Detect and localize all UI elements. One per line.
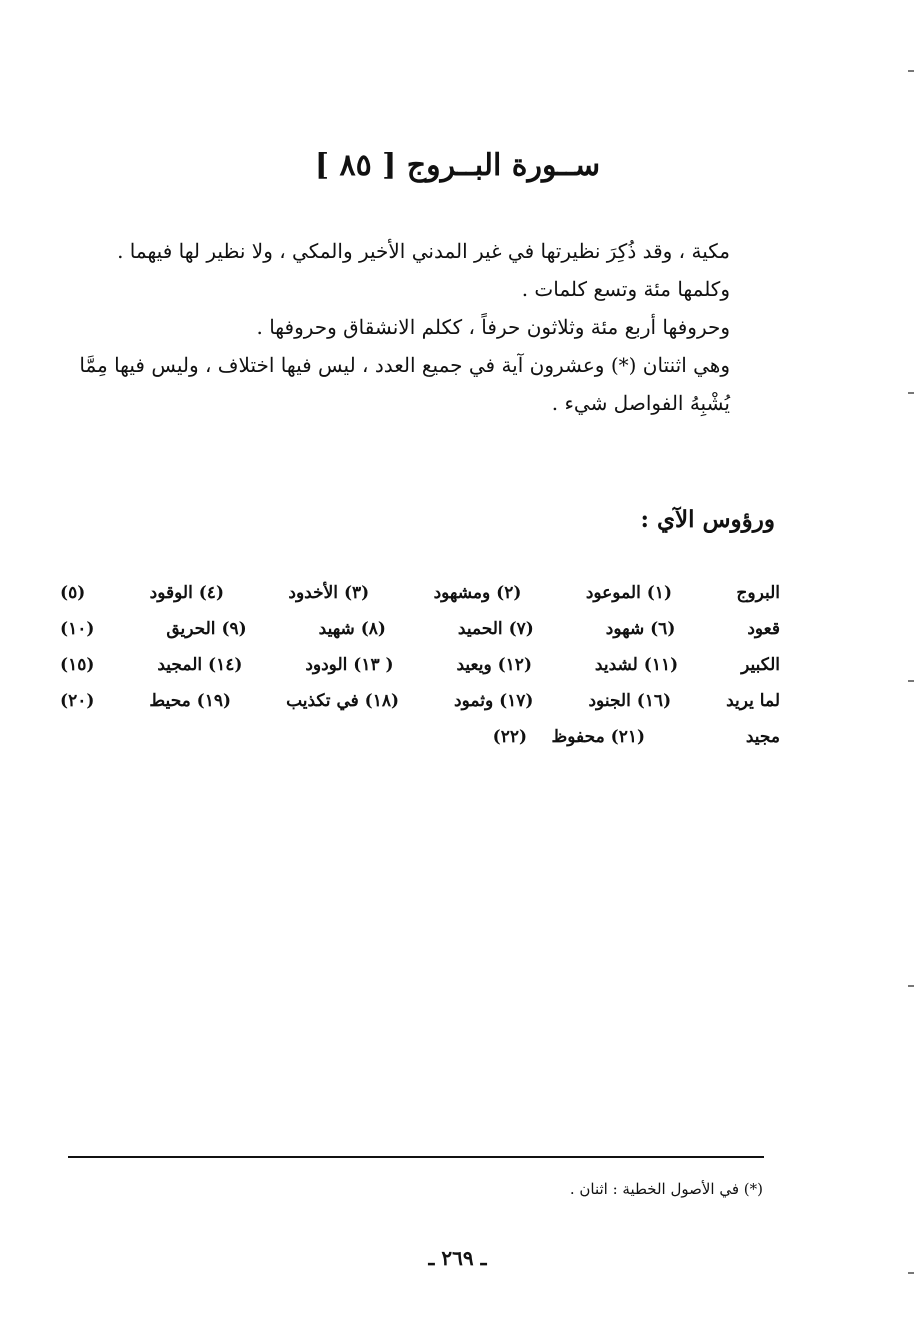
verse-ending-cell: (١٤) المجيد — [157, 655, 243, 675]
margin-mark — [908, 680, 914, 682]
verse-ending-cell: (٢٢) — [492, 727, 527, 747]
verse-ending-cell: (٢١) محفوظ — [551, 727, 645, 747]
verse-endings-heading: ورؤوس الآي : — [640, 506, 775, 533]
footnote-divider — [68, 1156, 764, 1158]
verse-endings-row — [60, 683, 780, 719]
verse-ending-cell: (٦) شهود — [605, 619, 676, 639]
verse-ending-cell: (٢٠) — [60, 691, 95, 711]
verse-ending-cell: مجيد — [745, 727, 780, 747]
verse-ending-cell: قعود — [747, 619, 780, 639]
verse-endings-row — [60, 611, 780, 647]
verse-ending-cell: (١٦) الجنود — [588, 691, 672, 711]
margin-mark — [908, 985, 914, 987]
verse-endings-grid — [60, 575, 780, 755]
verse-ending-cell: (٧) الحميد — [457, 619, 534, 639]
verse-ending-cell: (٤) الوقود — [149, 583, 224, 603]
verse-endings-row — [60, 575, 780, 611]
intro-line: وهي اثنتان (*) وعشرون آية في جميع العدد ، ليس فيها اختلاف ، وليس فيها مِمَّا — [79, 353, 730, 377]
verse-ending-cell: (١٨) في تكذيب — [286, 691, 400, 711]
verse-ending-cell: (٥) — [60, 583, 86, 603]
margin-mark — [908, 392, 914, 394]
verse-ending-cell: (١١) لشديد — [594, 655, 679, 675]
intro-line: وحروفها أربع مئة وثلاثون حرفاً ، ككلم الانشقاق وحروفها . — [256, 315, 730, 339]
verse-ending-cell: ( ١٣) الودود — [305, 655, 394, 675]
verse-ending-cell: (١٠) — [60, 619, 95, 639]
intro-line: وكلمها مئة وتسع كلمات . — [521, 277, 730, 301]
verse-ending-cell: الكبير — [741, 655, 780, 675]
margin-mark — [908, 1272, 914, 1274]
intro-line: يُشْبِهُ الفواصل شيء . — [551, 391, 730, 415]
verse-endings-row — [60, 719, 780, 755]
verse-ending-cell: (١٩) محيط — [149, 691, 232, 711]
verse-endings-row — [60, 647, 780, 683]
surah-intro — [70, 232, 730, 422]
verse-ending-cell: البروج — [736, 583, 780, 603]
page-number: ـ ٢٦٩ ـ — [428, 1246, 487, 1270]
verse-ending-cell: لما يريد — [726, 691, 780, 711]
verse-ending-cell: (٢) ومشهود — [433, 583, 522, 603]
verse-ending-cell: (٩) الحريق — [166, 619, 247, 639]
verse-ending-cell: (١٧) وثمود — [454, 691, 534, 711]
footnote: (*) في الأصول الخطية : اثنان . — [569, 1180, 763, 1198]
verse-ending-cell: (٣) الأخدود — [288, 583, 370, 603]
verse-ending-cell: (١٥) — [60, 655, 95, 675]
verse-ending-cell: (٨) شهيد — [318, 619, 386, 639]
margin-mark — [908, 70, 914, 72]
intro-line: مكية ، وقد ذُكِرَ نظيرتها في غير المدني الأخير والمكي ، ولا نظير لها فيهما . — [117, 239, 730, 263]
verse-ending-cell: (١٢) ويعيد — [456, 655, 532, 675]
verse-ending-cell: (١) الموعود — [585, 583, 672, 603]
surah-title: ســورة البــروج [ ٨٥ ] — [314, 148, 601, 183]
